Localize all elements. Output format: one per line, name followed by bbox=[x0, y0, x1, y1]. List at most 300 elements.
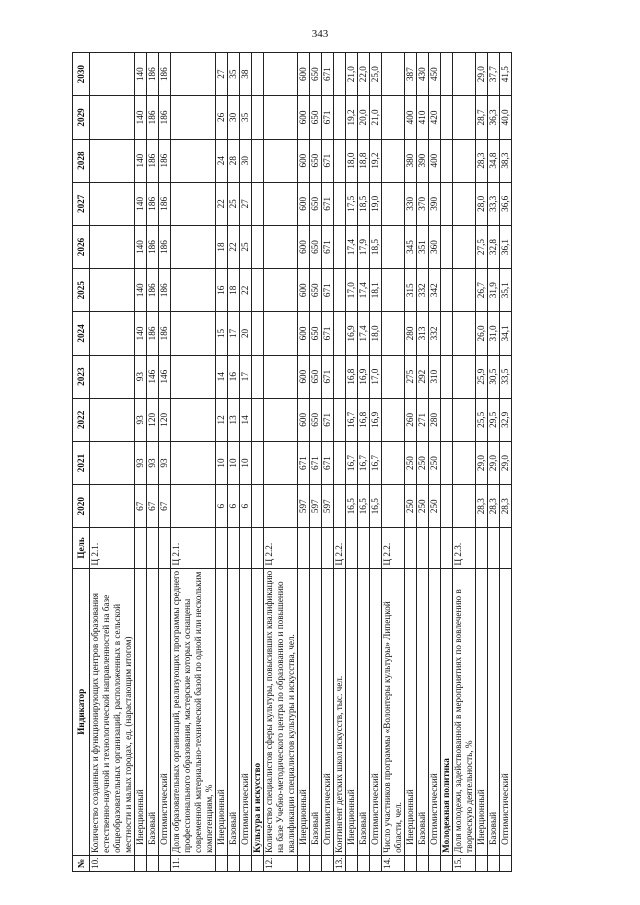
row-number-cell bbox=[252, 855, 264, 871]
value-cell: 600 bbox=[298, 53, 310, 96]
value-cell: 17 bbox=[228, 312, 240, 355]
value-cell bbox=[171, 398, 216, 441]
value-cell: 22 bbox=[228, 225, 240, 268]
value-cell: 22,0 bbox=[358, 53, 370, 96]
value-cell: 16,8 bbox=[346, 355, 358, 398]
table-row bbox=[358, 53, 370, 872]
value-cell: 24 bbox=[216, 139, 228, 182]
value-cell: 93 bbox=[135, 441, 147, 484]
value-cell: 17,5 bbox=[346, 182, 358, 225]
value-cell bbox=[382, 53, 405, 96]
table-row bbox=[346, 53, 358, 872]
value-cell: 450 bbox=[429, 53, 441, 96]
value-cell bbox=[441, 398, 453, 441]
value-cell: 671 bbox=[322, 441, 334, 484]
value-cell bbox=[453, 398, 476, 441]
value-cell: 32,9 bbox=[500, 398, 512, 441]
value-cell: 28,0 bbox=[476, 182, 488, 225]
indicator-cell: Инерционный bbox=[135, 568, 147, 855]
value-cell: 650 bbox=[310, 53, 322, 96]
value-cell: 36,6 bbox=[500, 182, 512, 225]
value-cell: 17,0 bbox=[370, 355, 382, 398]
value-cell: 430 bbox=[417, 53, 429, 96]
row-number-cell bbox=[358, 855, 370, 871]
indicator-cell: Оптимистический bbox=[429, 568, 441, 855]
value-cell: 16,5 bbox=[370, 485, 382, 528]
value-cell: 600 bbox=[298, 225, 310, 268]
value-cell bbox=[264, 312, 298, 355]
value-cell: 671 bbox=[322, 269, 334, 312]
value-cell: 17,9 bbox=[358, 225, 370, 268]
value-cell: 280 bbox=[405, 312, 417, 355]
row-number-cell bbox=[310, 855, 322, 871]
table-row bbox=[370, 53, 382, 872]
value-cell: 120 bbox=[147, 398, 159, 441]
value-cell: 28,3 bbox=[500, 485, 512, 528]
value-cell bbox=[264, 441, 298, 484]
value-cell: 67 bbox=[159, 485, 171, 528]
value-cell bbox=[453, 355, 476, 398]
goal-cell: Ц 2.1. bbox=[90, 528, 135, 568]
value-cell: 671 bbox=[310, 441, 322, 484]
value-cell: 250 bbox=[429, 441, 441, 484]
indicator-cell: Оптимистический bbox=[159, 568, 171, 855]
section-row bbox=[252, 53, 264, 872]
value-cell: 250 bbox=[405, 485, 417, 528]
value-cell bbox=[334, 441, 346, 484]
value-cell bbox=[264, 182, 298, 225]
value-cell bbox=[334, 96, 346, 139]
value-cell: 186 bbox=[159, 312, 171, 355]
value-cell bbox=[90, 398, 135, 441]
value-cell: 25 bbox=[228, 182, 240, 225]
table-row bbox=[298, 53, 310, 872]
table-row bbox=[171, 53, 216, 872]
value-cell bbox=[382, 182, 405, 225]
value-cell: 38 bbox=[240, 53, 252, 96]
row-number-cell bbox=[159, 855, 171, 871]
value-cell: 140 bbox=[135, 182, 147, 225]
table-row bbox=[405, 53, 417, 872]
value-cell bbox=[441, 485, 453, 528]
value-cell: 28,7 bbox=[476, 96, 488, 139]
value-cell: 420 bbox=[429, 96, 441, 139]
value-cell: 16,7 bbox=[358, 441, 370, 484]
value-cell bbox=[90, 312, 135, 355]
value-cell: 33,5 bbox=[500, 355, 512, 398]
value-cell: 410 bbox=[417, 96, 429, 139]
value-cell: 250 bbox=[429, 485, 441, 528]
value-cell: 120 bbox=[159, 398, 171, 441]
column-header: 2029 bbox=[73, 96, 90, 139]
value-cell: 18,8 bbox=[358, 139, 370, 182]
value-cell bbox=[334, 225, 346, 268]
value-cell bbox=[382, 96, 405, 139]
value-cell: 15 bbox=[216, 312, 228, 355]
value-cell: 140 bbox=[135, 96, 147, 139]
value-cell: 650 bbox=[310, 225, 322, 268]
value-cell: 650 bbox=[310, 312, 322, 355]
value-cell: 41,5 bbox=[500, 53, 512, 96]
value-cell bbox=[441, 139, 453, 182]
value-cell: 186 bbox=[147, 225, 159, 268]
value-cell bbox=[334, 53, 346, 96]
row-number-cell: 11. bbox=[171, 855, 216, 871]
value-cell: 671 bbox=[322, 355, 334, 398]
value-cell: 310 bbox=[429, 355, 441, 398]
value-cell: 30 bbox=[228, 96, 240, 139]
table-row bbox=[334, 53, 346, 872]
value-cell: 186 bbox=[147, 53, 159, 96]
value-cell: 650 bbox=[310, 355, 322, 398]
value-cell: 38,3 bbox=[500, 139, 512, 182]
row-number-cell bbox=[147, 855, 159, 871]
value-cell: 34,1 bbox=[500, 312, 512, 355]
value-cell: 19,2 bbox=[346, 96, 358, 139]
value-cell bbox=[264, 355, 298, 398]
value-cell: 29,0 bbox=[488, 441, 500, 484]
row-number-cell: 14. bbox=[382, 855, 405, 871]
value-cell bbox=[453, 182, 476, 225]
value-cell bbox=[441, 312, 453, 355]
table-row bbox=[322, 53, 334, 872]
value-cell bbox=[252, 398, 264, 441]
row-number-cell bbox=[429, 855, 441, 871]
value-cell bbox=[334, 182, 346, 225]
value-cell bbox=[441, 53, 453, 96]
value-cell: 25,9 bbox=[476, 355, 488, 398]
goal-cell: Ц 2.2. bbox=[264, 528, 298, 568]
value-cell: 93 bbox=[159, 441, 171, 484]
value-cell: 650 bbox=[310, 182, 322, 225]
value-cell: 650 bbox=[310, 398, 322, 441]
value-cell: 260 bbox=[405, 398, 417, 441]
value-cell: 140 bbox=[135, 139, 147, 182]
goal-cell bbox=[358, 528, 370, 568]
value-cell: 37,7 bbox=[488, 53, 500, 96]
table-row bbox=[417, 53, 429, 872]
value-cell bbox=[171, 53, 216, 96]
value-cell bbox=[453, 485, 476, 528]
goal-cell bbox=[147, 528, 159, 568]
value-cell bbox=[264, 485, 298, 528]
value-cell: 14 bbox=[240, 398, 252, 441]
value-cell bbox=[334, 139, 346, 182]
value-cell: 30,5 bbox=[488, 355, 500, 398]
value-cell: 31,0 bbox=[488, 312, 500, 355]
value-cell bbox=[171, 355, 216, 398]
column-header: 2022 bbox=[73, 398, 90, 441]
value-cell: 35,1 bbox=[500, 269, 512, 312]
section-row bbox=[441, 53, 453, 872]
value-cell: 18,5 bbox=[358, 182, 370, 225]
value-cell bbox=[382, 398, 405, 441]
value-cell bbox=[382, 139, 405, 182]
value-cell: 26 bbox=[216, 96, 228, 139]
value-cell: 597 bbox=[310, 485, 322, 528]
value-cell: 186 bbox=[159, 53, 171, 96]
value-cell: 18 bbox=[228, 269, 240, 312]
goal-cell: Ц 2.2. bbox=[334, 528, 346, 568]
value-cell: 16,7 bbox=[346, 441, 358, 484]
value-cell bbox=[453, 269, 476, 312]
value-cell: 25,0 bbox=[370, 53, 382, 96]
goal-cell bbox=[310, 528, 322, 568]
value-cell bbox=[171, 182, 216, 225]
value-cell bbox=[252, 139, 264, 182]
value-cell bbox=[171, 485, 216, 528]
table-row bbox=[90, 53, 135, 872]
value-cell: 250 bbox=[417, 485, 429, 528]
value-cell bbox=[171, 139, 216, 182]
value-cell: 671 bbox=[322, 182, 334, 225]
rotated-table-container bbox=[72, 52, 582, 872]
value-cell: 17 bbox=[240, 355, 252, 398]
indicator-cell: Количество созданных и функционирующих центров образования естественно-научной и технологической направленностей на базе общеобразовательных организаций, расположенных в сельской местности и малых городах, ед. (нарастающим итогом) bbox=[90, 568, 135, 855]
column-header: № bbox=[73, 855, 90, 871]
row-number-cell bbox=[228, 855, 240, 871]
value-cell: 10 bbox=[228, 441, 240, 484]
goal-cell bbox=[135, 528, 147, 568]
value-cell bbox=[334, 485, 346, 528]
row-number-cell bbox=[405, 855, 417, 871]
value-cell: 67 bbox=[135, 485, 147, 528]
value-cell bbox=[252, 441, 264, 484]
value-cell bbox=[90, 139, 135, 182]
table-row bbox=[476, 53, 488, 872]
value-cell: 21,0 bbox=[346, 53, 358, 96]
value-cell bbox=[441, 269, 453, 312]
value-cell: 22 bbox=[240, 269, 252, 312]
value-cell: 29,0 bbox=[500, 441, 512, 484]
value-cell: 13 bbox=[228, 398, 240, 441]
value-cell bbox=[441, 225, 453, 268]
indicator-cell: Базовый bbox=[417, 568, 429, 855]
row-number-cell bbox=[135, 855, 147, 871]
indicator-cell: Оптимистический bbox=[240, 568, 252, 855]
value-cell: 597 bbox=[322, 485, 334, 528]
value-cell: 315 bbox=[405, 269, 417, 312]
value-cell: 16,9 bbox=[358, 355, 370, 398]
value-cell: 140 bbox=[135, 53, 147, 96]
value-cell: 22 bbox=[216, 182, 228, 225]
goal-cell bbox=[488, 528, 500, 568]
value-cell: 342 bbox=[429, 269, 441, 312]
goal-cell bbox=[500, 528, 512, 568]
value-cell: 186 bbox=[147, 139, 159, 182]
value-cell: 671 bbox=[298, 441, 310, 484]
row-number-cell bbox=[298, 855, 310, 871]
value-cell: 27 bbox=[240, 182, 252, 225]
indicator-cell: Доля образовательных организаций, реализующих программы среднего профессионального образования, мастерские которых оснащены современной материально-технической базой по одной или нескольким компетенциям, % bbox=[171, 568, 216, 855]
column-header: 2030 bbox=[73, 53, 90, 96]
indicator-cell: Инерционный bbox=[405, 568, 417, 855]
goal-cell bbox=[252, 528, 264, 568]
value-cell: 146 bbox=[147, 355, 159, 398]
value-cell: 380 bbox=[405, 139, 417, 182]
value-cell: 275 bbox=[405, 355, 417, 398]
goal-cell bbox=[346, 528, 358, 568]
value-cell bbox=[382, 225, 405, 268]
column-header: 2027 bbox=[73, 182, 90, 225]
goal-cell: Ц 2.1. bbox=[171, 528, 216, 568]
value-cell: 26,7 bbox=[476, 269, 488, 312]
value-cell: 345 bbox=[405, 225, 417, 268]
value-cell: 271 bbox=[417, 398, 429, 441]
value-cell: 18,0 bbox=[370, 312, 382, 355]
table-row bbox=[228, 53, 240, 872]
row-number-cell bbox=[240, 855, 252, 871]
value-cell: 16,7 bbox=[346, 398, 358, 441]
table-row bbox=[453, 53, 476, 872]
value-cell: 330 bbox=[405, 182, 417, 225]
column-header: 2026 bbox=[73, 225, 90, 268]
value-cell: 29,5 bbox=[488, 398, 500, 441]
table-row bbox=[310, 53, 322, 872]
value-cell bbox=[171, 225, 216, 268]
indicator-cell: Оптимистический bbox=[500, 568, 512, 855]
goal-cell bbox=[322, 528, 334, 568]
indicator-cell: Количество специалистов сферы культуры, повысивших квалификацию на базе Учебно-методического центра по образованию и повышению квалификации специалистов культуры и искусства, чел. bbox=[264, 568, 298, 855]
value-cell: 186 bbox=[159, 182, 171, 225]
value-cell bbox=[90, 53, 135, 96]
value-cell: 16,5 bbox=[358, 485, 370, 528]
value-cell: 600 bbox=[298, 312, 310, 355]
value-cell: 600 bbox=[298, 269, 310, 312]
value-cell: 186 bbox=[159, 96, 171, 139]
value-cell: 16,7 bbox=[370, 441, 382, 484]
value-cell: 600 bbox=[298, 182, 310, 225]
indicator-cell: Базовый bbox=[488, 568, 500, 855]
value-cell: 400 bbox=[429, 139, 441, 182]
value-cell: 140 bbox=[135, 269, 147, 312]
table-row bbox=[264, 53, 298, 872]
row-number-cell: 10. bbox=[90, 855, 135, 871]
column-header: 2028 bbox=[73, 139, 90, 182]
goal-cell bbox=[417, 528, 429, 568]
value-cell: 390 bbox=[429, 182, 441, 225]
column-header: 2024 bbox=[73, 312, 90, 355]
column-header: 2020 bbox=[73, 485, 90, 528]
value-cell: 351 bbox=[417, 225, 429, 268]
value-cell: 18 bbox=[216, 225, 228, 268]
value-cell: 400 bbox=[405, 96, 417, 139]
goal-cell bbox=[228, 528, 240, 568]
value-cell: 36,3 bbox=[488, 96, 500, 139]
indicator-cell: Число участников программы «Волонтеры культуры» Липецкой области, чел. bbox=[382, 568, 405, 855]
value-cell bbox=[171, 269, 216, 312]
value-cell: 671 bbox=[322, 53, 334, 96]
indicator-cell: Оптимистический bbox=[370, 568, 382, 855]
value-cell bbox=[453, 312, 476, 355]
indicator-cell: Оптимистический bbox=[322, 568, 334, 855]
value-cell: 140 bbox=[135, 225, 147, 268]
value-cell bbox=[252, 96, 264, 139]
row-number-cell bbox=[441, 855, 453, 871]
value-cell: 28 bbox=[228, 139, 240, 182]
value-cell: 597 bbox=[298, 485, 310, 528]
indicator-cell: Базовый bbox=[147, 568, 159, 855]
table-row bbox=[382, 53, 405, 872]
value-cell: 313 bbox=[417, 312, 429, 355]
indicator-cell: Базовый bbox=[358, 568, 370, 855]
value-cell bbox=[264, 398, 298, 441]
value-cell: 18,0 bbox=[346, 139, 358, 182]
value-cell bbox=[382, 312, 405, 355]
value-cell: 186 bbox=[147, 96, 159, 139]
value-cell: 10 bbox=[240, 441, 252, 484]
value-cell bbox=[453, 53, 476, 96]
row-number-cell bbox=[500, 855, 512, 871]
value-cell: 30 bbox=[240, 139, 252, 182]
value-cell bbox=[252, 225, 264, 268]
table-row bbox=[429, 53, 441, 872]
value-cell bbox=[441, 96, 453, 139]
value-cell bbox=[264, 269, 298, 312]
value-cell: 16 bbox=[228, 355, 240, 398]
value-cell: 10 bbox=[216, 441, 228, 484]
value-cell: 146 bbox=[159, 355, 171, 398]
value-cell: 16,5 bbox=[346, 485, 358, 528]
value-cell: 21,0 bbox=[370, 96, 382, 139]
value-cell bbox=[334, 312, 346, 355]
value-cell bbox=[334, 355, 346, 398]
goal-cell bbox=[370, 528, 382, 568]
column-header: 2025 bbox=[73, 269, 90, 312]
value-cell: 28,3 bbox=[476, 139, 488, 182]
column-header: 2021 bbox=[73, 441, 90, 484]
value-cell: 26,0 bbox=[476, 312, 488, 355]
indicator-table bbox=[72, 52, 512, 872]
value-cell bbox=[171, 96, 216, 139]
value-cell: 370 bbox=[417, 182, 429, 225]
value-cell: 33,3 bbox=[488, 182, 500, 225]
value-cell: 20 bbox=[240, 312, 252, 355]
value-cell: 16 bbox=[216, 269, 228, 312]
row-number-cell: 12. bbox=[264, 855, 298, 871]
value-cell bbox=[264, 53, 298, 96]
value-cell bbox=[441, 182, 453, 225]
value-cell: 17,4 bbox=[346, 225, 358, 268]
table-body bbox=[90, 53, 512, 872]
goal-cell bbox=[216, 528, 228, 568]
row-number-cell bbox=[488, 855, 500, 871]
row-number-cell bbox=[346, 855, 358, 871]
value-cell: 16,8 bbox=[358, 398, 370, 441]
goal-cell: Ц 2.3. bbox=[453, 528, 476, 568]
value-cell: 140 bbox=[135, 312, 147, 355]
value-cell: 18,5 bbox=[370, 225, 382, 268]
value-cell bbox=[382, 441, 405, 484]
value-cell: 93 bbox=[135, 398, 147, 441]
value-cell: 35 bbox=[228, 53, 240, 96]
value-cell bbox=[441, 355, 453, 398]
column-header: 2023 bbox=[73, 355, 90, 398]
value-cell bbox=[90, 485, 135, 528]
value-cell: 186 bbox=[147, 269, 159, 312]
value-cell: 93 bbox=[147, 441, 159, 484]
value-cell: 17,0 bbox=[346, 269, 358, 312]
table-row bbox=[147, 53, 159, 872]
value-cell bbox=[252, 53, 264, 96]
value-cell: 35 bbox=[240, 96, 252, 139]
value-cell: 18,1 bbox=[370, 269, 382, 312]
value-cell: 25,5 bbox=[476, 398, 488, 441]
value-cell: 671 bbox=[322, 139, 334, 182]
value-cell: 32,8 bbox=[488, 225, 500, 268]
indicator-cell: Доля молодежи, задействованной в мероприятиях по вовлечению в творческую деятельность, % bbox=[453, 568, 476, 855]
table-row bbox=[135, 53, 147, 872]
